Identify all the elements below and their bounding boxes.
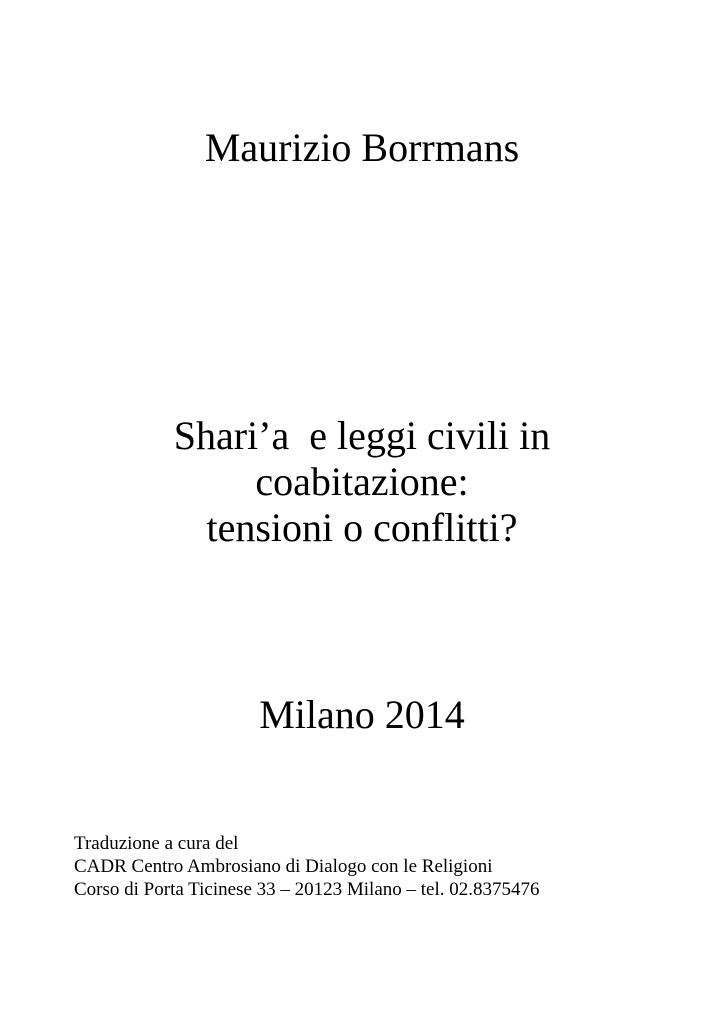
- title-line-3: tensioni o conflitti?: [206, 505, 518, 550]
- title-line-1: Shari’a e leggi civili in: [173, 413, 551, 458]
- author-name: Maurizio Borrmans: [204, 125, 520, 170]
- document-title: [0, 413, 724, 551]
- credits-line-2: CADR Centro Ambrosiano di Dialogo con le Religioni: [74, 856, 493, 877]
- place-and-year: Milano 2014: [259, 692, 465, 737]
- translation-credits: [74, 832, 540, 901]
- credits-line-1: Traduzione a cura del: [74, 833, 239, 854]
- title-line-2: coabitazione:: [255, 459, 469, 504]
- credits-line-3: Corso di Porta Ticinese 33 – 20123 Milano – tel. 02.8375476: [74, 879, 540, 900]
